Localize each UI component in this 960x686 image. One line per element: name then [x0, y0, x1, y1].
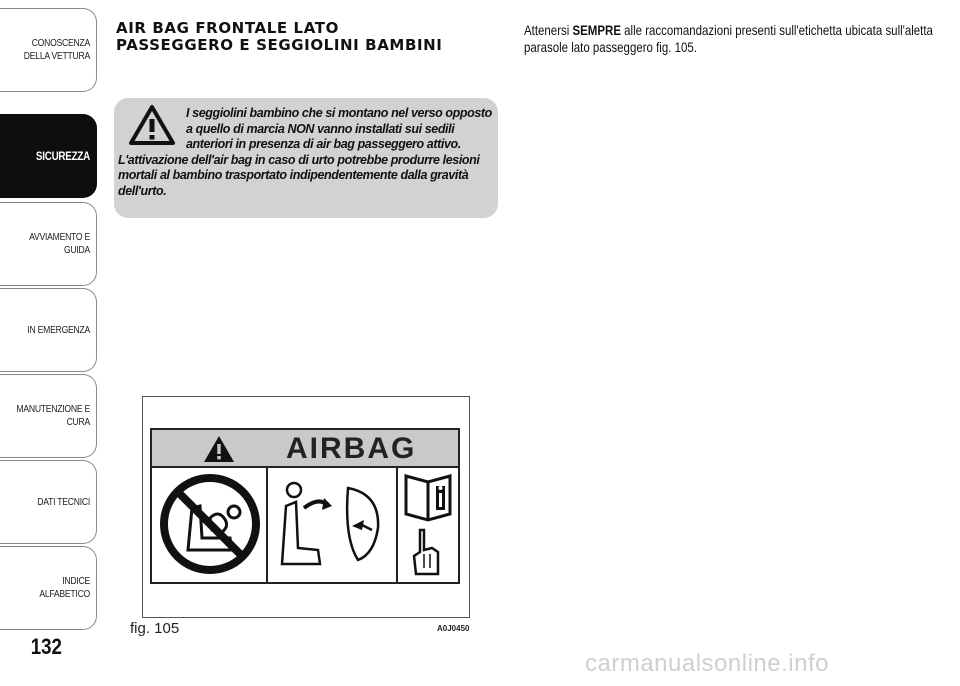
body-paragraph	[524, 22, 934, 56]
section-title	[116, 20, 506, 54]
warning-line-3: anteriori in presenza di air bag passeggero attivo.	[186, 137, 461, 151]
panel-airbag-deploy	[268, 468, 398, 582]
manual-info-icon	[398, 468, 458, 582]
label-header	[152, 430, 458, 468]
title-line-2: PASSEGGERO E SEGGIOLINI BAMBINI	[116, 36, 443, 54]
title-line-1: AIR BAG FRONTALE LATO	[116, 19, 339, 37]
warning-line-1: I seggiolini bambino che si montano nel verso opposto	[186, 106, 492, 120]
watermark: carmanualsonline.info	[585, 650, 829, 677]
panel-prohibition	[152, 468, 268, 582]
tab-label: CONOSCENZA DELLA VETTURA	[23, 37, 90, 62]
warning-line-6: dell'urto.	[118, 183, 167, 198]
warning-triangle-icon	[202, 434, 236, 464]
tab-label: MANUTENZIONE E CURA	[16, 403, 90, 428]
figure-caption: fig. 105	[130, 620, 180, 637]
tab-sicurezza[interactable]	[0, 114, 97, 198]
tab-label: INDICE ALFABETICO	[39, 575, 90, 600]
sidebar-tabs	[0, 0, 100, 640]
airbag-label	[150, 428, 460, 584]
figure-code: A0J0450	[437, 624, 470, 633]
page-number: 132	[30, 634, 62, 659]
label-panels	[152, 468, 458, 582]
label-heading: AIRBAG	[286, 432, 417, 465]
warning-line-5: mortali al bambino trasportato indipendentemente dalla gravità	[118, 168, 469, 182]
tab-indice-alfabetico[interactable]	[0, 546, 97, 630]
hand-pointing-icon	[414, 530, 438, 574]
tab-label: SICUREZZA	[35, 148, 90, 163]
warning-line-2: a quello di marcia NON vanno installati sui sedili	[186, 121, 455, 136]
warning-text	[118, 106, 494, 199]
tab-avviamento-guida[interactable]	[0, 202, 97, 286]
warning-line-4: L'attivazione dell'air bag in caso di urto potrebbe produrre lesioni	[118, 152, 480, 167]
tab-manutenzione-cura[interactable]	[0, 374, 97, 458]
tab-conoscenza-vettura[interactable]	[0, 8, 97, 92]
tab-label: DATI TECNICI	[37, 495, 90, 508]
airbag-deploy-icon	[268, 468, 398, 582]
warning-box	[114, 98, 498, 218]
no-rear-facing-child-seat-icon	[152, 468, 268, 582]
tab-label: AVVIAMENTO E GUIDA	[29, 231, 90, 256]
body-prefix: Attenersi	[524, 22, 573, 38]
tab-in-emergenza[interactable]	[0, 288, 97, 372]
tab-dati-tecnici[interactable]	[0, 460, 97, 544]
tab-label: IN EMERGENZA	[27, 323, 90, 336]
panel-info	[398, 468, 458, 582]
body-emphasis: SEMPRE	[572, 22, 621, 38]
body-suffix: alle raccomandazioni presenti sull'etichetta ubicata sull'aletta parasole lato passeggero fig. 105.	[524, 22, 933, 55]
